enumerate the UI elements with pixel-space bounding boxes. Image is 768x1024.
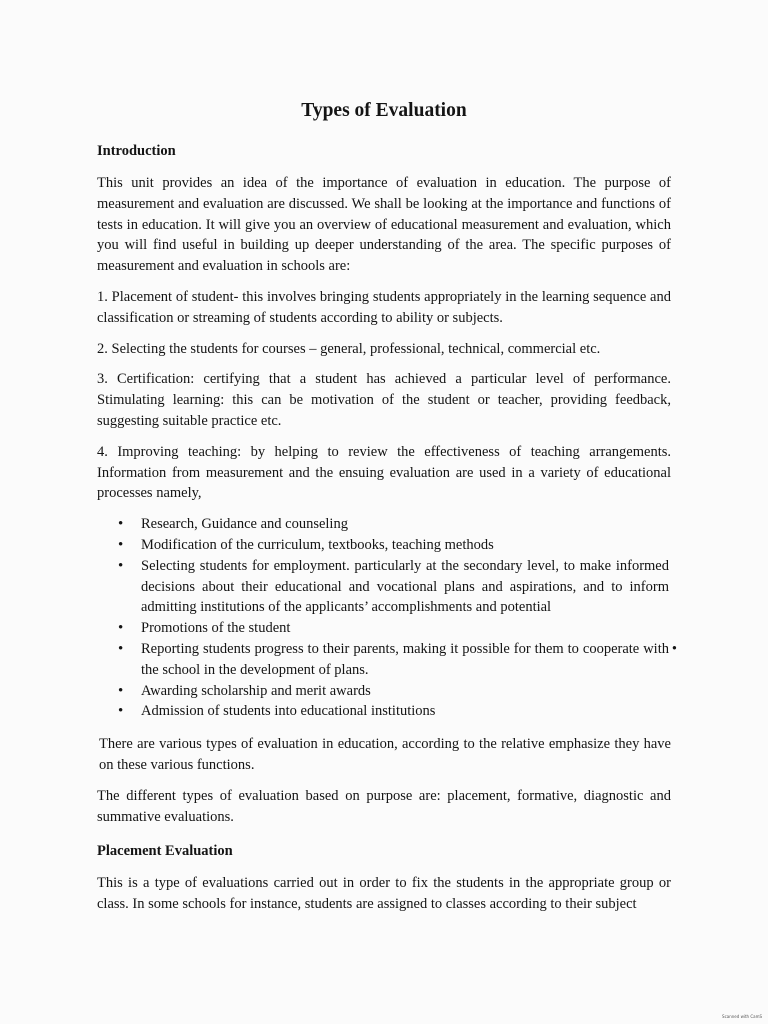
placement-paragraph: This is a type of evaluations carried out in order to fix the students in the appropriate group or class. In some schools for instance, students are assigned to classes according to their subject bbox=[97, 875, 671, 913]
bullet-item: • Awarding scholarship and merit awards bbox=[141, 681, 671, 702]
bullet-item: • Research, Guidance and counseling bbox=[141, 514, 671, 535]
purpose-item-3: 3. Certification: certifying that a student has achieved a particular level of performance. Stimulating learning: this can be motivation of the student or teacher, providing feedback, suggesting suitable practice etc. bbox=[97, 371, 671, 429]
process-bullet-list bbox=[97, 514, 677, 722]
bullet-item-with-stray-mark bbox=[141, 639, 677, 681]
bullet-item: • Promotions of the student bbox=[141, 618, 671, 639]
document-page bbox=[97, 96, 677, 925]
bullet-item: • Selecting students for employment. particularly at the secondary level, to make informed decisions about their educational and vocational plans and aspirations, and to inform admitting institutions of the applicants’ accomplishments and potential bbox=[141, 556, 671, 618]
scan-watermark: Scanned with CamS bbox=[722, 1014, 762, 1019]
document-title: Types of Evaluation bbox=[301, 100, 467, 121]
purpose-item-1: 1. Placement of student- this involves bringing students appropriately in the learning sequence and classification or streaming of students according to ability or subjects. bbox=[97, 288, 671, 326]
section-heading-introduction: Introduction bbox=[97, 143, 176, 159]
purpose-item-4: 4. Improving teaching: by helping to review the effectiveness of teaching arrangements. Information from measurement and the ensuing evaluation are used in a variety of educational processes namely, bbox=[97, 443, 671, 502]
section-heading-placement: Placement Evaluation bbox=[97, 843, 233, 860]
stray-bullet-mark: • bbox=[671, 640, 677, 657]
intro-paragraph: This unit provides an idea of the importance of evaluation in education. The purpose of measurement and evaluation are discussed. We shall be looking at the importance and functions of tests in education. It will give you an overview of educational measurement and evaluation, which you will find useful in building up deeper understanding of the area. The specific purposes of measurement and evaluation in schools are: bbox=[97, 175, 671, 275]
types-paragraph-1: There are various types of evaluation in education, according to the relative emphasize they have on these various functions. bbox=[99, 736, 671, 773]
bullet-item-text: Reporting students progress to their parents, making it possible for them to cooperate with the school in the development of plans. bbox=[141, 640, 669, 678]
purpose-item-2: 2. Selecting the students for courses – general, professional, technical, commercial etc. bbox=[97, 340, 601, 357]
bullet-item: • Modification of the curriculum, textbooks, teaching methods bbox=[141, 535, 671, 556]
bullet-item: • Admission of students into educational institutions bbox=[141, 701, 671, 722]
types-paragraph-2: The different types of evaluation based on purpose are: placement, formative, diagnostic and summative evaluations. bbox=[97, 787, 671, 825]
